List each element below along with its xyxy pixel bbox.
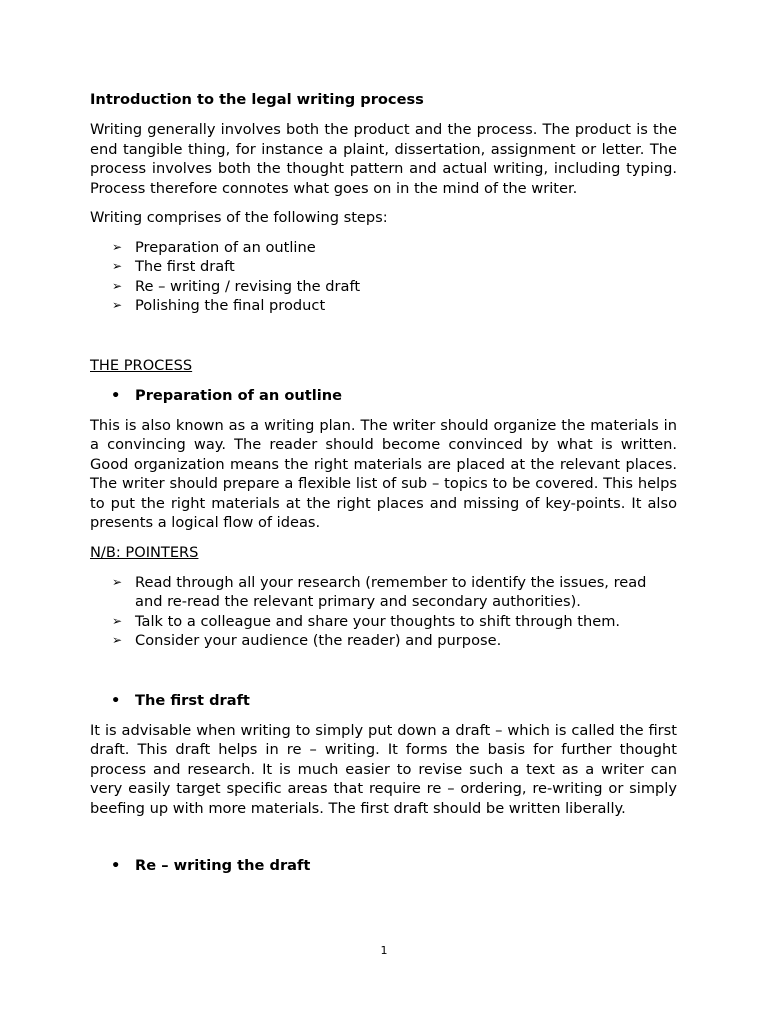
arrow-bullet-icon: ➢ xyxy=(112,574,123,589)
list-item: ➢ Polishing the final product xyxy=(112,297,326,314)
section-heading-first-draft: • The first draft xyxy=(111,691,250,709)
arrow-bullet-icon: ➢ xyxy=(112,633,123,647)
pointers-list xyxy=(90,573,677,651)
list-item: ➢ Read through all your research (remember to identify the issues, read and re-read the relevant primary and secondary authorities). xyxy=(112,573,647,610)
bullet-icon: • xyxy=(111,691,121,709)
page-number: 1 xyxy=(380,944,388,957)
outline-paragraph: This is also known as a writing plan. The writer should organize the materials in a convincing way. The reader should become convinced by what is written. Good organization means the right materials are placed at the relevant places. The writer should prepare a flexible list of sub – topics to be covered. This helps to put the right materials at the right places and missing of key-points. It also presents a logical flow of ideas. xyxy=(90,416,677,531)
process-heading: THE PROCESS xyxy=(90,356,193,374)
arrow-bullet-icon: ➢ xyxy=(112,239,123,254)
section-heading-rewriting: • Re – writing the draft xyxy=(111,857,311,874)
section-heading-outline: • Preparation of an outline xyxy=(111,386,343,404)
list-item: ➢ Talk to a colleague and share your thoughts to shift through them. xyxy=(112,612,621,630)
arrow-bullet-icon: ➢ xyxy=(112,298,123,312)
arrow-bullet-icon: ➢ xyxy=(112,278,123,293)
steps-intro: Writing comprises of the following steps: xyxy=(90,209,388,226)
arrow-bullet-icon: ➢ xyxy=(112,613,123,628)
list-item: ➢ The first draft xyxy=(112,258,235,275)
first-draft-paragraph: It is advisable when writing to simply put down a draft – which is called the first draft. This draft helps in re – writing. It forms the basis for further thought process and research. It is much easier to revise such a text as a writer can very easily target specific areas that require re – ordering, re-writing or simply beefing up with more materials. The first draft should be written liberally. xyxy=(90,721,677,817)
bullet-icon: • xyxy=(111,386,121,404)
intro-paragraph: Writing generally involves both the product and the process. The product is the end tangible thing, for instance a plaint, dissertation, assignment or letter. The process involves both the thought pattern and actual writing, including typing. Process therefore connotes what goes on in the mind of the writer. xyxy=(90,121,677,197)
bullet-icon: • xyxy=(111,857,121,874)
list-item: ➢ Consider your audience (the reader) and purpose. xyxy=(112,632,502,649)
document-title: Introduction to the legal writing process xyxy=(90,91,424,108)
list-item: ➢ Preparation of an outline xyxy=(112,238,316,256)
list-item: ➢ Re – writing / revising the draft xyxy=(112,277,361,295)
steps-list xyxy=(90,238,677,316)
arrow-bullet-icon: ➢ xyxy=(112,259,123,273)
pointers-heading: N/B: POINTERS xyxy=(90,543,199,561)
document-page xyxy=(90,90,677,886)
